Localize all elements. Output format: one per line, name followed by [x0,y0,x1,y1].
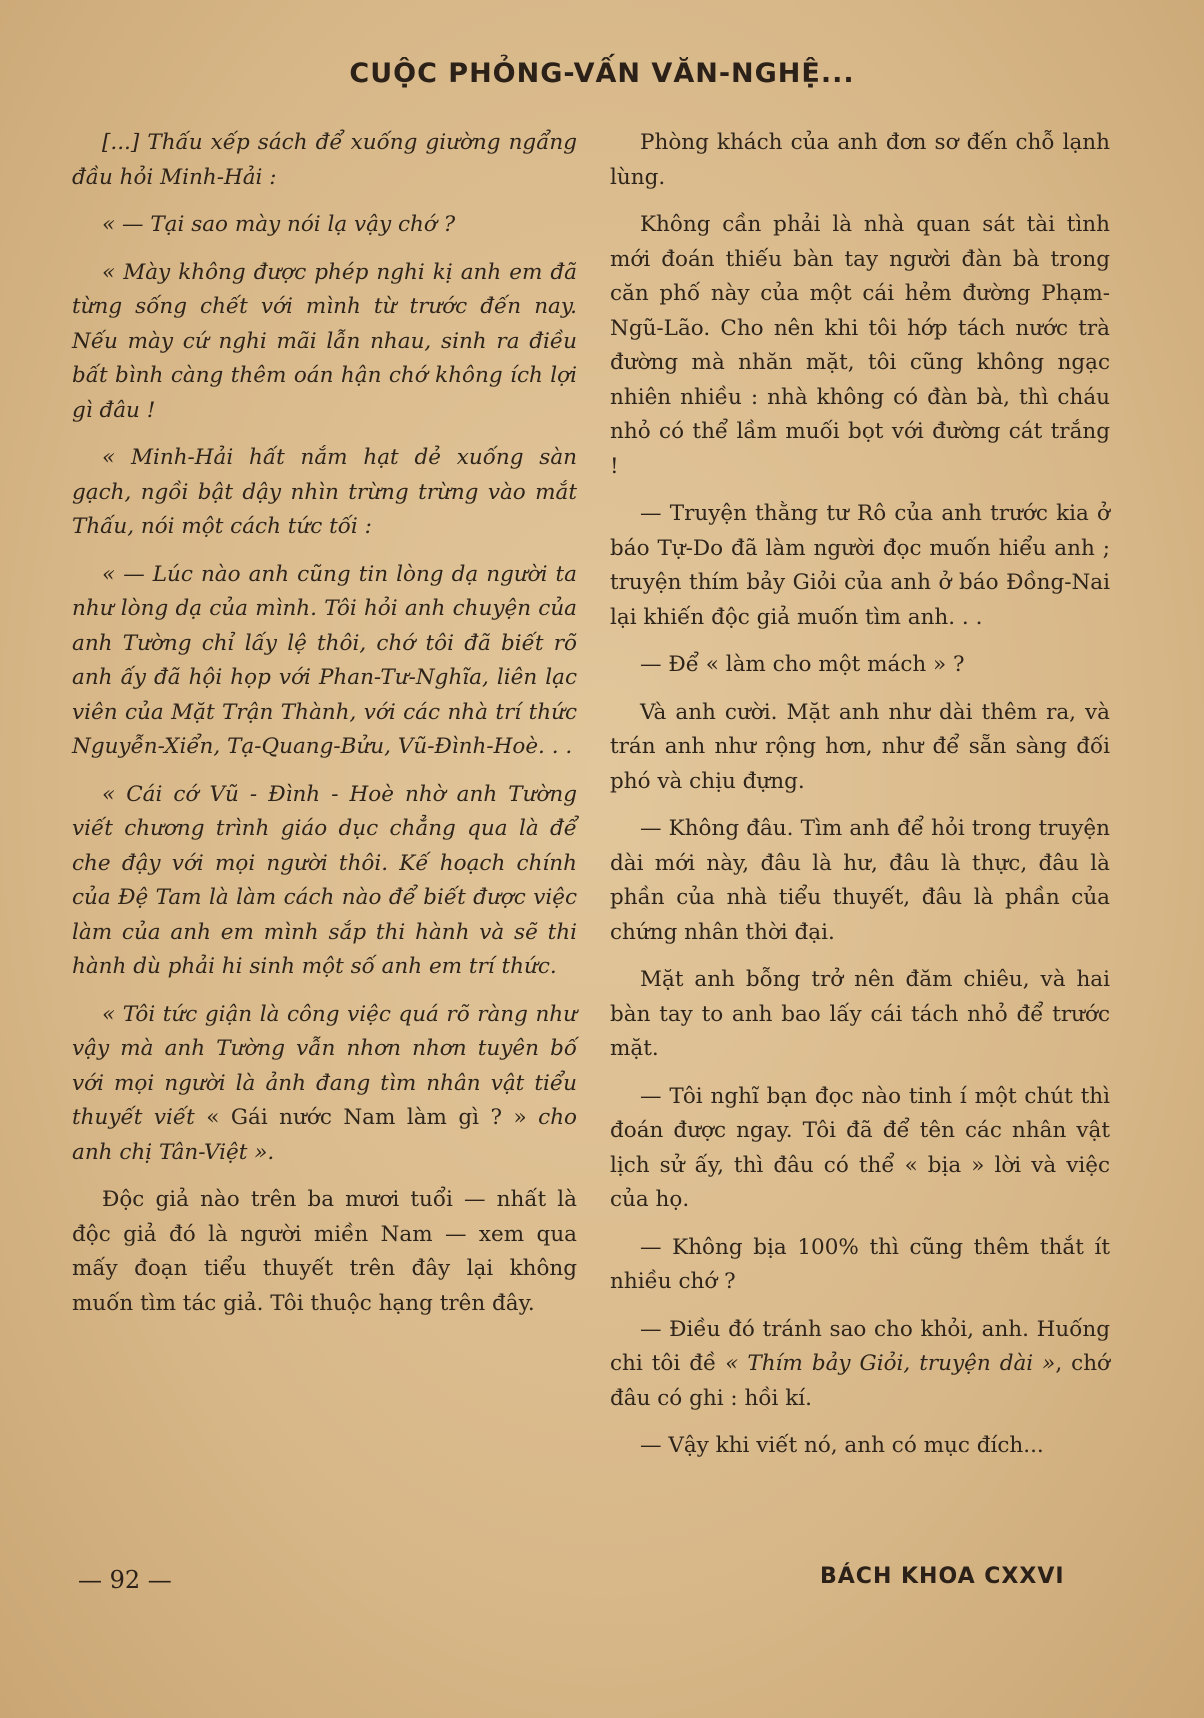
paragraph: Mặt anh bỗng trở nên đăm chiêu, và hai bàn tay to anh bao lấy cái tách nhỏ để trước mặt. [610,967,1110,1061]
paragraph: « Mày không được phép nghi kị anh em đã từng sống chết với mình từ trước đến nay. Nếu mày cứ nghi mãi lẫn nhau, sinh ra điều bất bình càng thêm oán hận chớ không ích lợi gì đâu ! [72,259,577,423]
paragraph: « Cái cớ Vũ - Đình - Hoè nhờ anh Tường viết chương trình giáo dục chẳng qua là để che đậy với mọi người thôi. Kế hoạch chính của Đệ Tam là làm cách nào để biết được việc làm của anh em mình sắp thi hành và sẽ thi hành dù phải hi sinh một số anh em trí thức. [72,781,577,979]
paragraph: « — Lúc nào anh cũng tin lòng dạ người ta như lòng dạ của mình. Tôi hỏi anh chuyện của anh Tường chỉ lấy lệ thôi, chớ tôi đã biết rõ anh ấy đã hội họp với Phan-Tư-Nghĩa, liên lạc viên của Mặt Trận Thành, với các nhà trí thức Nguyễn-Xiển, Tạ-Quang-Bửu, Vũ-Đình-Hoè. . . [72,561,577,759]
paragraph: Độc giả nào trên ba mươi tuổi — nhất là độc giả đó là người miền Nam — xem qua mấy đoạn tiểu thuyết trên đây lại không muốn tìm tác giả. Tôi thuộc hạng trên đây. [72,1187,577,1316]
paragraph: — Không bịa 100% thì cũng thêm thắt ít nhiều chớ ? [610,1234,1110,1294]
running-header: CUỘC PHỎNG-VẤN VĂN-NGHỆ... [349,58,855,89]
paragraph: — Không đâu. Tìm anh để hỏi trong truyện dài mới này, đâu là hư, đâu là thực, đâu là phần của nhà tiểu thuyết, đâu là phần của chứng nhân thời đại. [610,816,1110,945]
paragraph: Phòng khách của anh đơn sơ đến chỗ lạnh lùng. [610,130,1110,190]
right-column [610,126,1110,1477]
paragraph: — Tôi nghĩ bạn đọc nào tinh í một chút thì đoán được ngay. Tôi đã để tên các nhân vật lịch sử ấy, thì đâu có thể « bịa » lời và việc của họ. [610,1083,1110,1212]
paragraph [610,1313,1110,1417]
paragraph: « — Tại sao mày nói lạ vậy chớ ? [102,212,456,237]
paragraph-part: — Điều đó tránh sao cho khỏi, anh. Huống chi tôi đề [610,1316,1110,1376]
paragraph: « Minh-Hải hất nắm hạt dẻ xuống sàn gạch, ngồi bật dậy nhìn trừng trừng vào mắt Thấu, nói một cách tức tối : [72,445,577,539]
magazine-issue: BÁCH KHOA CXXVI [820,1564,1065,1589]
quoted-title: « Thím bảy Giỏi, truyện dài » [725,1351,1056,1376]
paragraph: — Vậy khi viết nó, anh có mục đích... [640,1433,1044,1458]
left-column [72,126,577,1334]
paragraph-part: , chớ đâu có ghi : hồi kí. [610,1351,1110,1411]
paragraph: Và anh cười. Mặt anh như dài thêm ra, và trán anh như rộng hơn, như để sẵn sàng đối phó và chịu đựng. [610,699,1110,794]
quoted-title: « Gái nước Nam làm gì ? » [206,1105,527,1130]
paragraph: [...] Thấu xếp sách để xuống giường ngẩng đầu hỏi Minh-Hải : [72,130,577,190]
page-number: — 92 — [78,1566,172,1594]
paragraph: — Truyện thằng tư Rô của anh trước kia ở báo Tự-Do đã làm người đọc muốn hiểu anh ; truyện thím bảy Giỏi của anh ở báo Đồng-Nai lại khiến độc giả muốn tìm anh. . . [610,501,1110,630]
paragraph-italic-part: cho anh chị Tân-Việt ». [72,1105,577,1165]
paragraph: — Để « làm cho một mách » ? [640,652,965,677]
paragraph-italic-part: « Tôi tức giận là công việc quá rõ ràng như vậy mà anh Tường vẫn nhơn nhơn tuyên bố với mọi người là ảnh đang tìm nhân vật tiểu thuyết viết [72,1001,577,1130]
paragraph [72,998,577,1171]
paragraph: Không cần phải là nhà quan sát tài tình mới đoán thiếu bàn tay người đàn bà trong căn phố này của một cái hẻm đường Phạm-Ngũ-Lão. Cho nên khi tôi hớp tách nước trà đường mà nhăn mặt, tôi cũng không ngạc nhiên nhiều : nhà không có đàn bà, thì cháu nhỏ có thể lầm muối bọt với đường cát trắng ! [610,212,1110,479]
